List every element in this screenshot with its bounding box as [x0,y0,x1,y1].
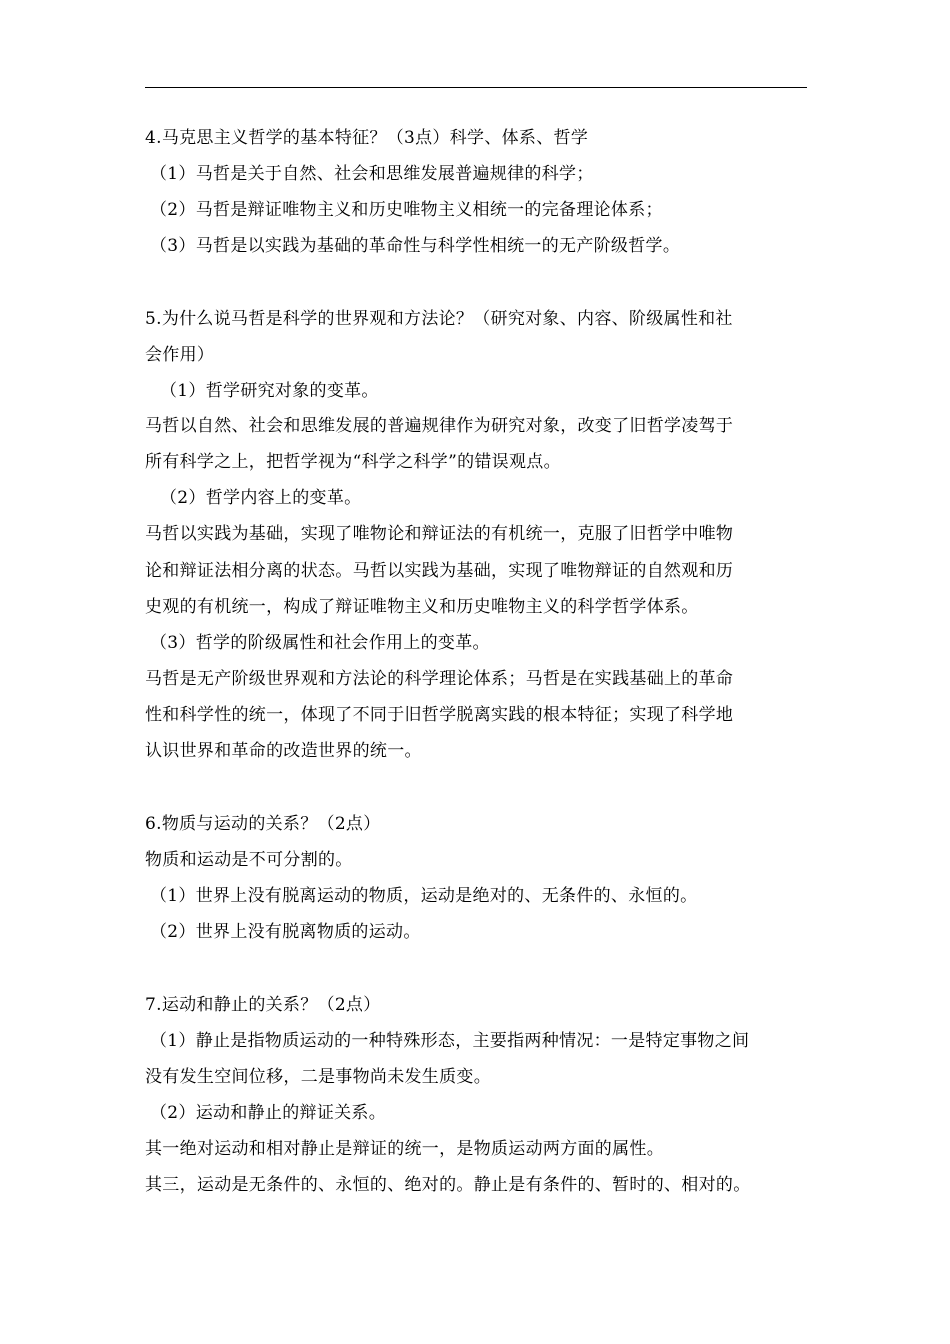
q5-heading-1: （1）哲学研究对象的变革。 [160,381,379,401]
q6-point-2: （2）世界上没有脱离物质的运动。 [150,922,421,942]
question-4-title: 4.马克思主义哲学的基本特征？（3点）科学、体系、哲学 [145,128,589,148]
q7-point-1a: （1）静止是指物质运动的一种特殊形态，主要指两种情况：一是特定事物之间 [150,1031,750,1051]
q5-text-2b: 论和辩证法相分离的状态。马哲以实践为基础，实现了唯物辩证的自然观和历 [145,561,734,581]
q7-text-1: 其一绝对运动和相对静止是辩证的统一，是物质运动两方面的属性。 [145,1139,664,1159]
q4-point-2: （2）马哲是辩证唯物主义和历史唯物主义相统一的完备理论体系； [150,200,663,220]
q5-text-2c: 史观的有机统一，构成了辩证唯物主义和历史唯物主义的科学哲学体系。 [145,597,699,617]
question-5-title-cont: 会作用） [145,345,215,365]
q6-intro: 物质和运动是不可分割的。 [145,850,353,870]
q6-point-1: （1）世界上没有脱离运动的物质，运动是绝对的、无条件的、永恒的。 [150,886,698,906]
q5-text-3a: 马哲是无产阶级世界观和方法论的科学理论体系；马哲是在实践基础上的革命 [145,669,734,689]
q5-text-1a: 马哲以自然、社会和思维发展的普遍规律作为研究对象，改变了旧哲学凌驾于 [145,416,734,436]
question-5-title: 5.为什么说马哲是科学的世界观和方法论？（研究对象、内容、阶级属性和社 [145,309,733,329]
header-rule [145,87,807,88]
q4-point-3: （3）马哲是以实践为基础的革命性与科学性相统一的无产阶级哲学。 [150,236,681,256]
question-7-title: 7.运动和静止的关系？（2点） [145,995,381,1015]
q7-point-2: （2）运动和静止的辩证关系。 [150,1103,387,1123]
q5-text-2a: 马哲以实践为基础，实现了唯物论和辩证法的有机统一，克服了旧哲学中唯物 [145,524,734,544]
q5-heading-3: （3）哲学的阶级属性和社会作用上的变革。 [150,633,490,653]
q7-text-2: 其三，运动是无条件的、永恒的、绝对的。静止是有条件的、暂时的、相对的。 [145,1175,751,1195]
q5-text-3b: 性和科学性的统一，体现了不同于旧哲学脱离实践的根本特征；实现了科学地 [145,705,734,725]
q4-point-1: （1）马哲是关于自然、社会和思维发展普遍规律的科学； [150,164,594,184]
q5-heading-2: （2）哲学内容上的变革。 [160,488,362,508]
q5-text-1b: 所有科学之上，把哲学视为“科学之科学”的错误观点。 [145,452,561,472]
q5-text-3c: 认识世界和革命的改造世界的统一。 [145,741,422,761]
q7-point-1b: 没有发生空间位移，二是事物尚未发生质变。 [145,1067,491,1087]
question-6-title: 6.物质与运动的关系？（2点） [145,814,381,834]
